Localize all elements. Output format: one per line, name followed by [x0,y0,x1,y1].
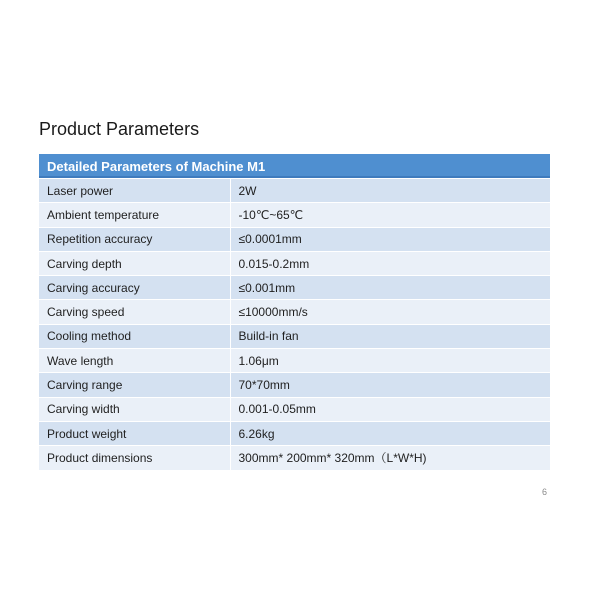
table-row [39,179,550,203]
parameter-value: 1.06μm [230,349,550,373]
parameter-label: Laser power [39,179,230,203]
parameters-table [39,154,550,470]
parameter-label: Carving accuracy [39,276,230,300]
parameter-value: ≤10000mm/s [230,300,550,324]
page-number: 6 [542,487,548,497]
table-row [39,300,550,324]
parameter-value: 6.26kg [230,421,550,445]
parameter-value: 70*70mm [230,373,550,397]
table-row [39,227,550,251]
parameter-label: Product weight [39,421,230,445]
page-title: Product Parameters [39,119,200,139]
parameter-label: Product dimensions [39,446,230,470]
parameter-value: 0.001-0.05mm [230,397,550,421]
table-row [39,349,550,373]
parameter-value: -10℃~65℃ [230,203,550,227]
table-header: Detailed Parameters of Machine M1 [39,154,550,179]
parameter-label: Wave length [39,349,230,373]
parameter-label: Ambient temperature [39,203,230,227]
table-row [39,324,550,348]
parameter-label: Repetition accuracy [39,227,230,251]
table-row [39,276,550,300]
table-row [39,203,550,227]
table-row [39,446,550,470]
table-row [39,373,550,397]
parameter-value: ≤0.001mm [230,276,550,300]
table-row [39,421,550,445]
parameter-label: Carving speed [39,300,230,324]
parameter-label: Carving depth [39,251,230,275]
table-row [39,251,550,275]
parameter-value: 0.015-0.2mm [230,251,550,275]
parameter-value: 300mm* 200mm* 320mm（L*W*H) [230,446,550,470]
table-row [39,397,550,421]
parameter-label: Carving width [39,397,230,421]
parameter-label: Cooling method [39,324,230,348]
table-header-row [39,154,550,179]
parameter-label: Carving range [39,373,230,397]
parameter-value: 2W [230,179,550,203]
parameter-value: Build-in fan [230,324,550,348]
parameter-value: ≤0.0001mm [230,227,550,251]
